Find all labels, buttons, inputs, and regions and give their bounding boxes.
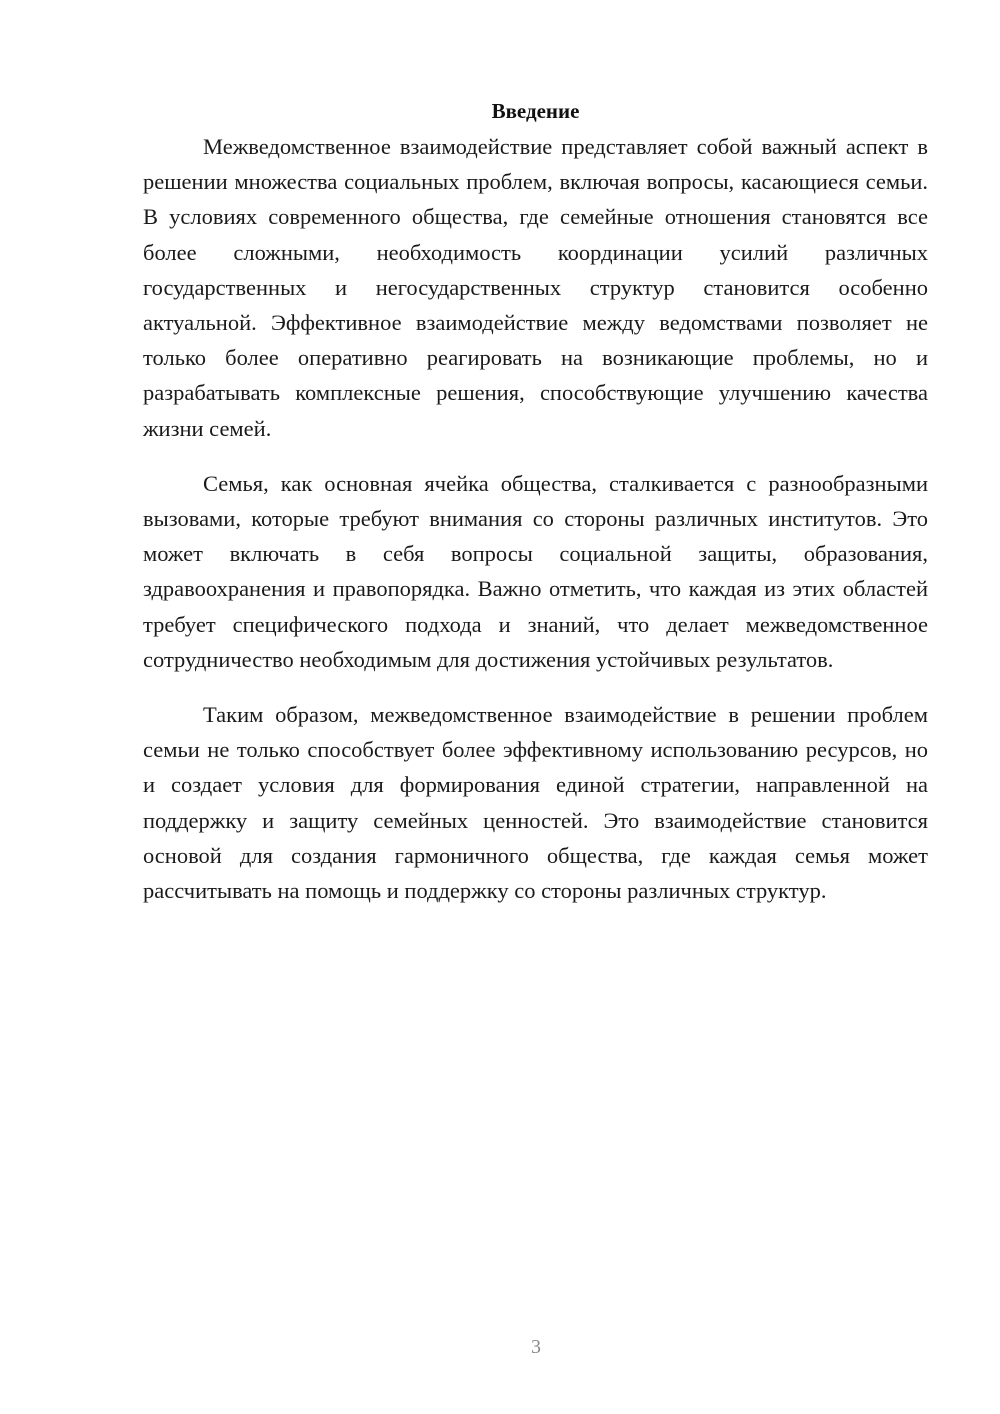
section-title: Введение — [491, 99, 580, 123]
paragraph-2: Семья, как основная ячейка общества, сталкивается с разнообразными вызовами, которые требуют внимания со стороны различных институтов. Это может включать в себя вопросы социальной защиты, образования, здравоохранения и правопорядка. Важно отметить, что каждая из этих областей требует специфического подхода и знаний, что делает межведомственное сотрудничество необходимым для достижения устойчивых результатов. — [143, 470, 928, 672]
paragraph-1: Межведомственное взаимодействие представляет собой важный аспект в решении множества социальных проблем, включая вопросы, касающиеся семьи. В условиях современного общества, где семейные отношения становятся все более сложными, необходимость координации усилий различных государственных и негосударственных структур становится особенно актуальной. Эффективное взаимодействие между ведомствами позволяет не только более оперативно реагировать на возникающие проблемы, но и разрабатывать комплексные решения, способствующие улучшению качества жизни семей. — [143, 134, 928, 441]
document-body — [143, 94, 928, 908]
paragraph-3: Таким образом, межведомственное взаимодействие в решении проблем семьи не только способствует более эффективному использованию ресурсов, но и создает условия для формирования единой стратегии, направленной на поддержку и защиту семейных ценностей. Это взаимодействие становится основой для создания гармоничного общества, где каждая семья может рассчитывать на помощь и поддержку со стороны различных структур. — [143, 702, 928, 904]
page-number: 3 — [531, 1336, 541, 1358]
